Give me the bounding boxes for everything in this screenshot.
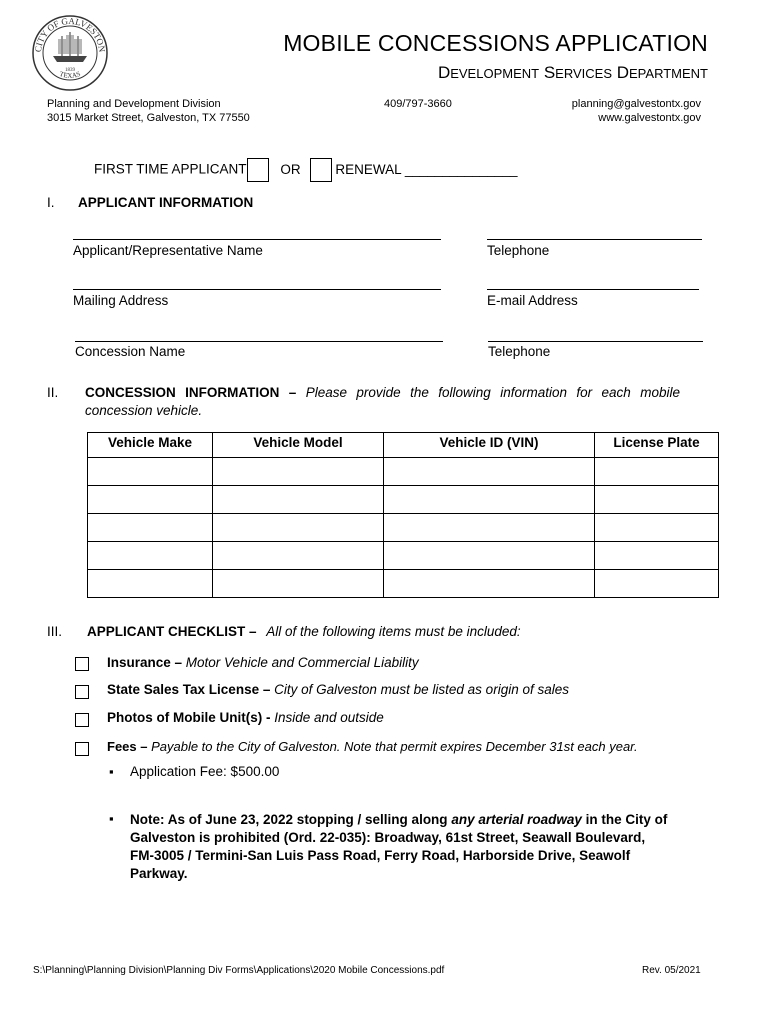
column-vehicle-make: Vehicle Make [88, 433, 213, 458]
table-row [88, 458, 719, 486]
division-address: 3015 Market Street, Galveston, TX 77550 [47, 112, 250, 124]
section-3-number: III. [47, 624, 63, 639]
vehicle-table-header [88, 433, 719, 458]
svg-text:TEXAS: TEXAS [58, 69, 82, 80]
applicant-name-line[interactable] [73, 239, 441, 240]
telephone-1-label: Telephone [487, 243, 550, 258]
checklist-checkbox-photos[interactable] [75, 713, 89, 727]
contact-email: planning@galvestontx.gov [571, 98, 701, 110]
checklist-checkbox-fees[interactable] [75, 742, 89, 756]
table-cell[interactable] [213, 570, 384, 598]
section-1-number: I. [47, 195, 55, 210]
table-cell[interactable] [88, 542, 213, 570]
table-cell[interactable] [384, 486, 595, 514]
concession-name-label: Concession Name [75, 344, 186, 359]
applicant-type-row [94, 158, 517, 182]
table-cell[interactable] [595, 542, 719, 570]
section-3-heading [87, 624, 521, 639]
roadway-note: Note: As of June 23, 2022 stopping / selling along any arterial roadway in the City of Galveston is prohibited (Ord. 22-035): Broadway, 61st Street, Seawall Boulevard, FM-3005 / Termini-San Luis Pass Road, Ferry Road, Harborside Drive, Seawolf Parkway. [130, 812, 668, 881]
table-cell[interactable] [384, 542, 595, 570]
table-cell[interactable] [213, 514, 384, 542]
section-2-instruction: Please provide the following information for each mobile [305, 385, 680, 400]
table-cell[interactable] [213, 486, 384, 514]
svg-text:CITY OF GALVESTON: CITY OF GALVESTON [32, 15, 108, 53]
section-3-title: APPLICANT CHECKLIST – [87, 624, 257, 639]
table-cell[interactable] [595, 514, 719, 542]
file-path: S:\Planning\Planning Division\Planning Div Forms\Applications\2020 Mobile Concessions.pdf [33, 965, 445, 976]
section-1-title: APPLICANT INFORMATION [78, 195, 254, 210]
first-time-checkbox[interactable] [247, 158, 269, 182]
section-2-heading [85, 385, 680, 400]
checklist-item-insurance: Insurance – Motor Vehicle and Commercial Liability [107, 655, 419, 670]
table-cell[interactable] [595, 458, 719, 486]
table-cell[interactable] [384, 514, 595, 542]
renewal-checkbox[interactable] [310, 158, 332, 182]
section-2-instruction-cont: concession vehicle. [85, 403, 203, 418]
column-vehicle-vin: Vehicle ID (VIN) [384, 433, 595, 458]
telephone-1-line[interactable] [487, 239, 702, 240]
checklist-checkbox-sales-tax[interactable] [75, 685, 89, 699]
division-name: Planning and Development Division [47, 98, 221, 110]
column-license-plate: License Plate [595, 433, 719, 458]
table-row [88, 570, 719, 598]
svg-text:1839: 1839 [65, 68, 75, 73]
table-cell[interactable] [384, 458, 595, 486]
table-row [88, 542, 719, 570]
mailing-address-line[interactable] [73, 289, 441, 290]
city-seal-logo [31, 14, 109, 92]
checklist-checkbox-insurance[interactable] [75, 657, 89, 671]
table-cell[interactable] [213, 542, 384, 570]
form-title: MOBILE CONCESSIONS APPLICATION [283, 30, 708, 56]
table-cell[interactable] [384, 570, 595, 598]
checklist-item-fees: Fees – Payable to the City of Galveston. Note that permit expires December 31st each year. [107, 739, 638, 754]
applicant-name-label: Applicant/Representative Name [73, 243, 263, 258]
first-time-label: FIRST TIME APPLICANT [94, 161, 247, 177]
table-cell[interactable] [88, 570, 213, 598]
renewal-label: RENEWAL _______________ [335, 161, 518, 177]
contact-block [572, 97, 701, 125]
mailing-address-label: Mailing Address [73, 293, 169, 308]
section-2-title: CONCESSION INFORMATION – [85, 385, 297, 400]
bullet-note: ▪ [109, 811, 114, 826]
section-2-number: II. [47, 385, 59, 400]
table-cell[interactable] [595, 486, 719, 514]
phone-number: 409/797-3660 [384, 98, 452, 110]
or-label: OR [280, 161, 301, 177]
table-cell[interactable] [213, 458, 384, 486]
table-cell[interactable] [88, 486, 213, 514]
application-fee: Application Fee: $500.00 [130, 764, 280, 779]
department-name: DEVELOPMENT SERVICES DEPARTMENT [437, 63, 708, 82]
division-block [47, 97, 250, 125]
column-vehicle-model: Vehicle Model [213, 433, 384, 458]
section-3-instruction: All of the following items must be included: [266, 624, 521, 639]
vehicle-table [87, 432, 719, 598]
table-row [88, 514, 719, 542]
table-cell[interactable] [88, 458, 213, 486]
table-row [88, 486, 719, 514]
bullet-fee: ▪ [109, 764, 114, 779]
contact-website: www.galvestontx.gov [598, 112, 701, 124]
telephone-2-label: Telephone [488, 344, 551, 359]
revision-date: Rev. 05/2021 [642, 965, 701, 976]
email-label: E-mail Address [487, 293, 578, 308]
checklist-item-sales-tax: State Sales Tax License – City of Galveston must be listed as origin of sales [107, 682, 569, 697]
telephone-2-line[interactable] [488, 341, 703, 342]
checklist-item-photos: Photos of Mobile Unit(s) - Inside and outside [107, 710, 384, 725]
table-cell[interactable] [88, 514, 213, 542]
concession-name-line[interactable] [75, 341, 443, 342]
email-line[interactable] [487, 289, 699, 290]
table-cell[interactable] [595, 570, 719, 598]
